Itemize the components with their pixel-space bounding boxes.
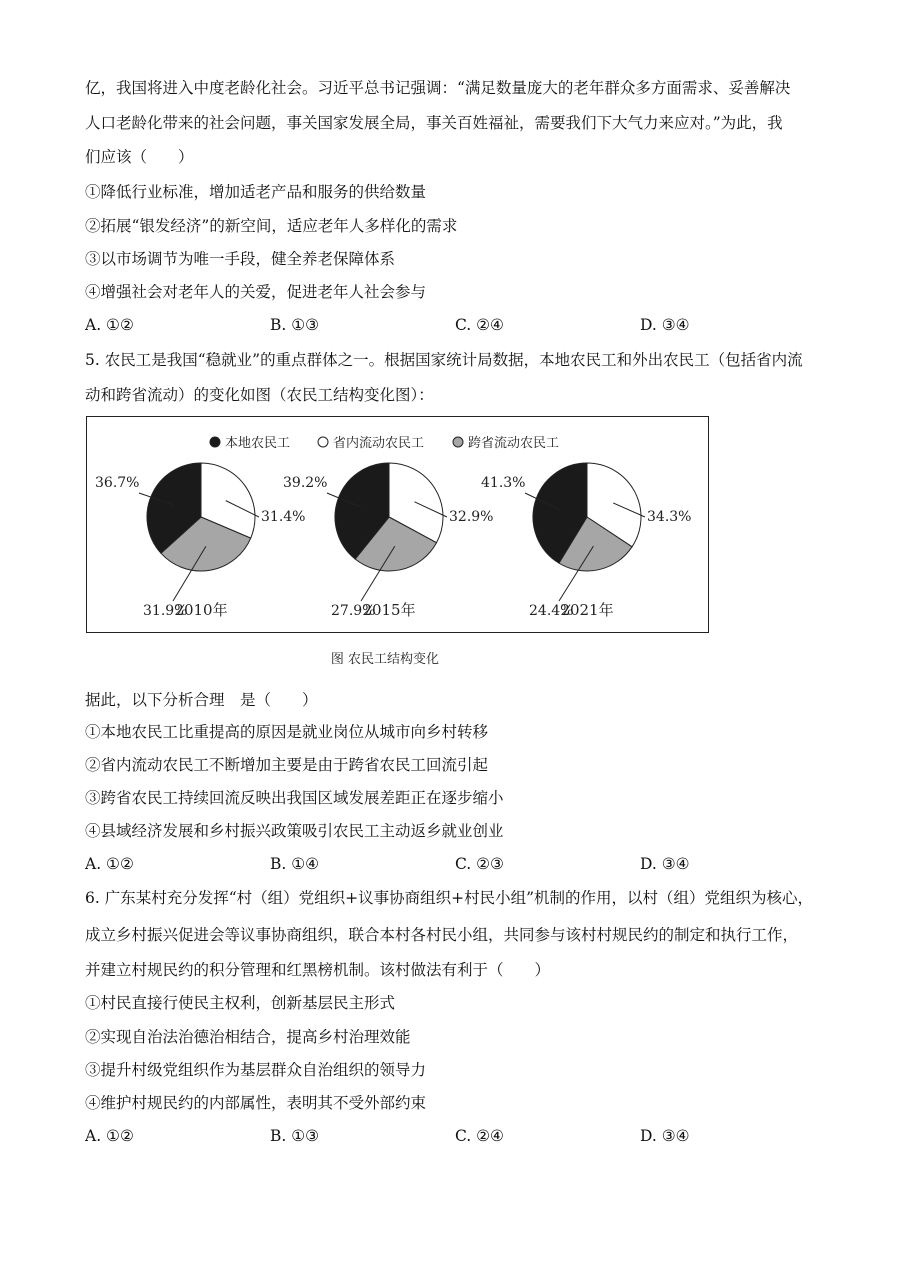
- pie-2-value-label-1: 34.3%: [647, 509, 692, 525]
- q4-statement-3: ③以市场调节为唯一手段，健全养老保障体系: [85, 250, 396, 268]
- q4-statement-2: ②拓展“银发经济”的新空间，适应老年人多样化的需求: [85, 217, 458, 235]
- q5-statement-3: ③跨省农民工持续回流反映出我国区域发展差距正在逐步缩小: [85, 789, 504, 807]
- legend-marker-2: [453, 437, 463, 447]
- q6-option-a: A. ①②: [85, 1127, 134, 1145]
- pie-2-value-label-2: 24.4%: [529, 603, 574, 619]
- q4-statement-1: ①降低行业标准，增加适老产品和服务的供给数量: [85, 183, 427, 201]
- pie-chart: [87, 417, 707, 631]
- q5-option-c: C. ②③: [455, 855, 504, 873]
- pie-1-year-label: 2015年: [362, 601, 416, 619]
- q6-statement-2: ②实现自治法治德治相结合，提高乡村治理效能: [85, 1028, 411, 1046]
- pie-0-year-label: 2010年: [174, 601, 228, 619]
- q4-option-d: D. ③④: [640, 316, 690, 334]
- q5-statement-4: ④县域经济发展和乡村振兴政策吸引农民工主动返乡就业创业: [85, 822, 504, 840]
- pie-1-value-label-2: 27.9%: [331, 603, 376, 619]
- q5-option-b: B. ①④: [270, 855, 320, 873]
- q6-option-b: B. ①③: [270, 1127, 320, 1145]
- q6-stem-line-2: 成立乡村振兴促进会等议事协商组织，联合本村各村民小组，共同参与该村村规民约的制定和执行工作，: [85, 926, 799, 944]
- legend-marker-0: [210, 437, 220, 447]
- q5-ask: 据此，以下分析合理 是（ ）: [85, 691, 318, 709]
- chart-frame: [86, 416, 709, 633]
- pie-0-value-label-2: 31.9%: [143, 603, 188, 619]
- legend-marker-1: [318, 437, 328, 447]
- q4-option-c: C. ②④: [455, 316, 504, 334]
- q6-option-d: D. ③④: [640, 1127, 690, 1145]
- pie-2-value-label-0: 41.3%: [481, 475, 526, 491]
- q4-stem-line-2: 人口老龄化带来的社会问题，事关国家发展全局，事关百姓福祉，需要我们下大气力来应对。”为此，我: [85, 114, 783, 132]
- pie-2-year-label: 2021年: [560, 601, 614, 619]
- q5-statement-1: ①本地农民工比重提高的原因是就业岗位从城市向乡村转移: [85, 723, 489, 741]
- q6-statement-3: ③提升村级党组织作为基层群众自治组织的领导力: [85, 1061, 427, 1079]
- q4-stem-line-3: 们应该（ ）: [85, 148, 194, 166]
- q5-option-a: A. ①②: [85, 855, 134, 873]
- q5-stem-line-2: 动和跨省流动）的变化如图（农民工结构变化图）：: [85, 386, 434, 404]
- chart-caption: 图 农民工结构变化: [330, 652, 440, 667]
- q4-option-b: B. ①③: [270, 316, 320, 334]
- q5-option-d: D. ③④: [640, 855, 690, 873]
- q6-stem-line-1: 6. 广东某村充分发挥“村（组）党组织+议事协商组织+村民小组”机制的作用，以村（组）党组织为核心，: [85, 889, 814, 907]
- q5-stem-line-1: 5. 农民工是我国“稳就业”的重点群体之一。根据国家统计局数据，本地农民工和外出农民工（包括省内流: [85, 351, 803, 369]
- legend-label-0: 本地农民工: [225, 436, 291, 451]
- q5-statement-2: ②省内流动农民工不断增加主要是由于跨省农民工回流引起: [85, 756, 489, 774]
- pie-0-value-label-1: 31.4%: [261, 509, 306, 525]
- q4-option-a: A. ①②: [85, 316, 134, 334]
- pie-1-value-label-1: 32.9%: [449, 509, 494, 525]
- q4-stem-line-1: 亿，我国将进入中度老龄化社会。习近平总书记强调：“满足数量庞大的老年群众多方面需求、妥善解决: [85, 79, 791, 97]
- q6-statement-4: ④维护村规民约的内部属性，表明其不受外部约束: [85, 1094, 427, 1112]
- legend-label-2: 跨省流动农民工: [468, 436, 560, 451]
- pie-1-value-label-0: 39.2%: [283, 475, 328, 491]
- q6-statement-1: ①村民直接行使民主权利，创新基层民主形式: [85, 994, 396, 1012]
- q6-option-c: C. ②④: [455, 1127, 504, 1145]
- legend-label-1: 省内流动农民工: [333, 436, 425, 451]
- q4-statement-4: ④增强社会对老年人的关爱，促进老年人社会参与: [85, 283, 427, 301]
- q6-stem-line-3: 并建立村规民约的积分管理和红黑榜机制。该村做法有利于（ ）: [85, 961, 551, 979]
- pie-0-value-label-0: 36.7%: [95, 475, 140, 491]
